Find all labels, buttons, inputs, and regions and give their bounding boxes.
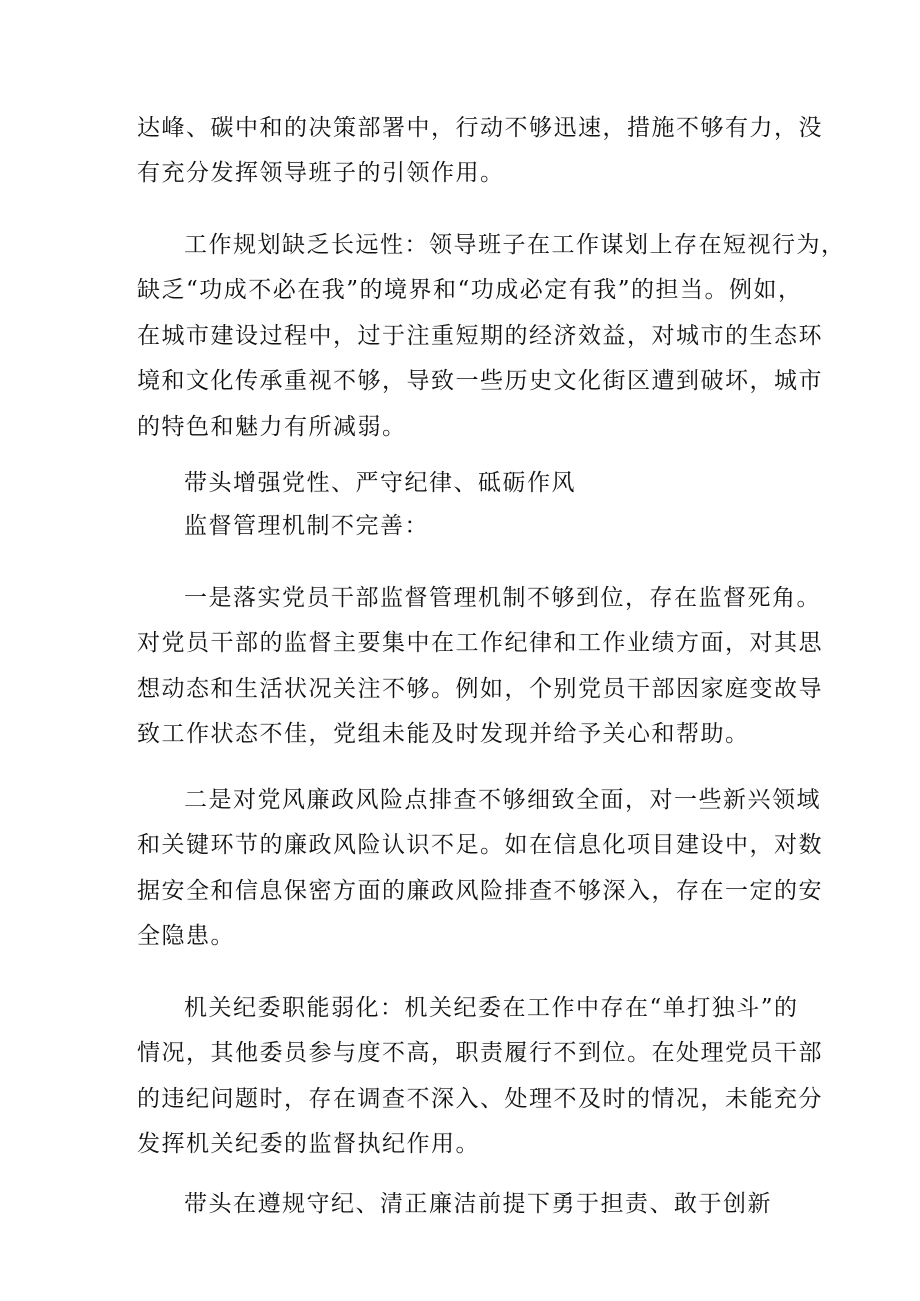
text-line-19: 情况，其他委员参与度不高，职责履行不到位。在处理党员干部 [137,1040,823,1066]
section-heading: 带头增强党性、严守纪律、砥砺作风 [184,470,576,496]
text-line-2: 有充分发挥领导班子的引领作用。 [137,160,505,186]
text-line-18: 机关纪委职能弱化：机关纪委在工作中存在“单打独斗”的 [184,995,799,1021]
text-line-4: 缺乏“功成不必在我”的境界和“功成必定有我”的担当。例如， [137,277,803,303]
text-line-15: 和关键环节的廉政风险认识不足。如在信息化项目建设中，对数 [137,832,823,858]
text-line-11: 对党员干部的监督主要集中在工作纪律和工作业绩方面，对其思 [137,630,823,656]
text-line-20: 的违纪问题时，存在调查不深入、处理不及时的情况，未能充分 [137,1086,823,1112]
text-line-6: 境和文化传承重视不够，导致一些历史文化街区遭到破坏，城市 [137,368,823,394]
text-line-1: 达峰、碳中和的决策部署中，行动不够迅速，措施不够有力，没 [137,115,823,141]
text-line-3: 工作规划缺乏长远性：领导班子在工作谋划上存在短视行为， [184,232,846,258]
subheading: 监督管理机制不完善： [184,513,429,539]
text-line-17: 全隐患。 [137,923,235,949]
text-line-5: 在城市建设过程中，过于注重短期的经济效益，对城市的生态环 [137,323,823,349]
text-line-12: 想动态和生活状况关注不够。例如，个别党员干部因家庭变故导 [137,676,823,702]
text-line-13: 致工作状态不佳，党组未能及时发现并给予关心和帮助。 [137,721,750,747]
text-line-7: 的特色和魅力有所减弱。 [137,414,407,440]
text-line-21: 发挥机关纪委的监督执纪作用。 [137,1131,480,1157]
text-line-22: 带头在遵规守纪、清正廉洁前提下勇于担责、敢于创新 [184,1191,772,1217]
text-line-16: 据安全和信息保密方面的廉政风险排查不够深入，存在一定的安 [137,878,823,904]
text-line-14: 二是对党风廉政风险点排查不够细致全面，对一些新兴领域 [184,787,821,813]
text-line-10: 一是落实党员干部监督管理机制不够到位，存在监督死角。 [184,585,821,611]
